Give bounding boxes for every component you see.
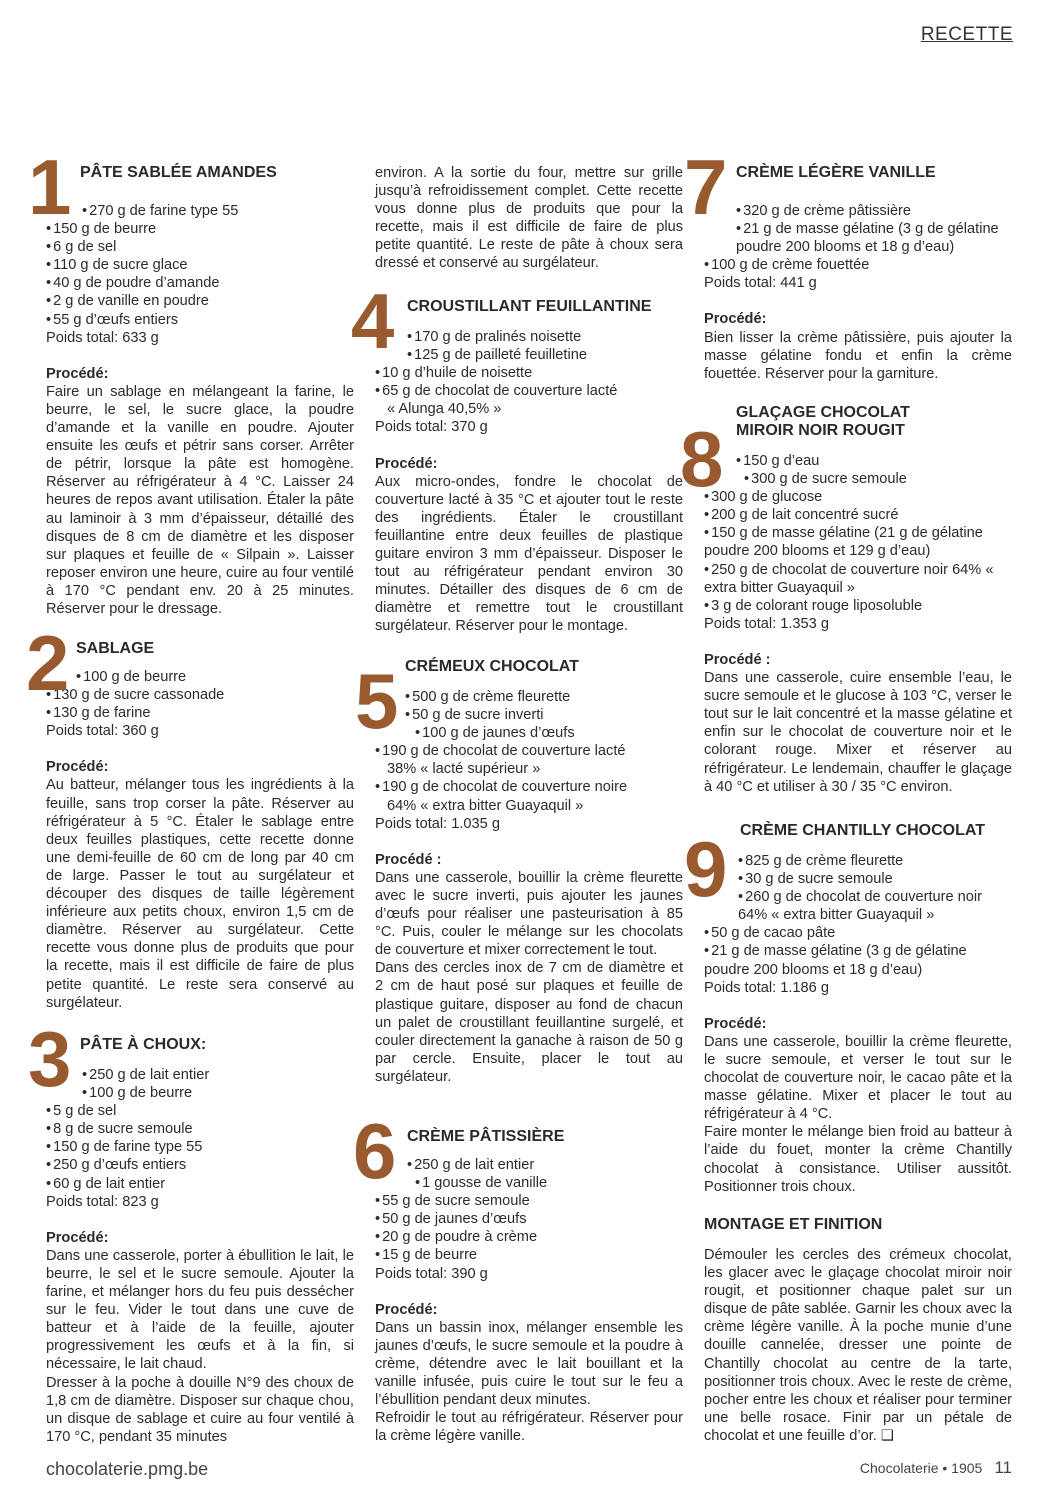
procedure-label: Procédé: xyxy=(704,311,767,328)
montage-section xyxy=(704,1216,1012,1445)
procedure-label: Procédé: xyxy=(375,1301,438,1318)
procedure-text: Dans des cercles inox de 7 cm de diamètre et 2 cm de haut posé sur plaques et feuille de plastique guitare, disposer au fond de chacun un palet de croustillant feuillantine surgelé, et couler directement la ganache à raison de 50 g par cercle. Ensuite, placer le tout au surgélateur. xyxy=(375,960,683,1085)
ingredient-continuation: « Alunga 40,5% » xyxy=(387,401,502,418)
ingredient: • 150 g de beurre xyxy=(46,220,354,238)
ingredient: • 30 g de sucre semoule xyxy=(738,870,1012,888)
ingredient: • 125 g de pailleté feuilletine xyxy=(407,346,683,364)
ingredient: • 3 g de colorant rouge liposoluble xyxy=(704,597,1012,615)
ingredient: • 55 g d’œufs entiers xyxy=(46,311,354,329)
procedure-label: Procédé: xyxy=(375,455,438,472)
magazine-name: Chocolaterie • 1905 xyxy=(859,1460,983,1476)
ingredient: • 250 g de lait entier xyxy=(82,1066,354,1084)
recipe-section-7 xyxy=(684,143,1012,383)
ingredient: • 320 g de crème pâtissière xyxy=(736,202,1012,220)
ingredient: • 100 g de beurre xyxy=(76,668,354,686)
section-title: CRÈME CHANTILLY CHOCOLAT xyxy=(740,822,986,839)
ingredient: • 250 g de chocolat de couverture noir 64% « extra bitter Guayaquil » xyxy=(704,561,1012,597)
recipe-section-5 xyxy=(355,642,683,1086)
step-number: 6 xyxy=(353,1107,397,1195)
section-title: CRÈME PÂTISSIÈRE xyxy=(407,1128,565,1145)
recipe-section-6 xyxy=(353,1107,683,1445)
procedure-label: Procédé: xyxy=(46,365,109,382)
ingredient: • 20 g de poudre à crème xyxy=(375,1228,683,1246)
procedure-text: Dans un bassin inox, mélanger ensemble les jaunes d’œufs, le sucre semoule et la poudre à crème, détendre avec le lait bouillant et la vanille infusée, puis cuire le tout sur le feu a l’ébullition pendant deux minutes. xyxy=(375,1319,683,1409)
procedure-text: Aux micro-ondes, fondre le chocolat de couverture lacté à 35 °C et ajouter tout le reste des ingrédients. Étaler le croustillant feuillantine entre deux feuilles de plastique guitare environ 3 mm d’épaisseur. Disposer le tout au réfrigérateur pendant environ 30 minutes. Détailler des disques de 6 cm de diamètre et remettre tout le croustillant surgélateur. Réserver pour le montage. xyxy=(375,473,683,635)
ingredient: • 130 g de farine xyxy=(46,704,354,722)
section-title: CRÉMEUX CHOCOLAT xyxy=(405,658,579,675)
procedure-text: environ. A la sortie du four, mettre sur grille jusqu’à refroidissement complet. Cette recette vous donne plus de produits que pour la recette, mais il est difficile de faire de plus petite quantité. Le reste de pâte à choux sera dressé et conservé au surgélateur. xyxy=(375,165,683,272)
procedure-text: Refroidir le tout au réfrigérateur. Réserver pour la crème légère vanille. xyxy=(375,1410,683,1445)
ingredient: • 10 g d’huile de noisette xyxy=(375,364,683,382)
section-title: GLAÇAGE CHOCOLAT xyxy=(736,404,910,421)
ingredient: • 8 g de sucre semoule xyxy=(46,1120,354,1138)
recipe-section-9 xyxy=(684,806,1012,1196)
total-weight: Poids total: 1.353 g xyxy=(704,615,829,632)
ingredient: • 100 g de crème fouettée xyxy=(704,256,1012,274)
ingredient: • 260 g de chocolat de couverture noir 64% « extra bitter Guayaquil » xyxy=(738,888,1012,924)
recipe-section-1 xyxy=(28,143,354,618)
ingredient: • 50 g de sucre inverti xyxy=(405,706,683,724)
procedure-label: Procédé: xyxy=(704,1015,767,1032)
procedure-text: Dans une casserole, bouillir la crème fleurette, le sucre semoule, et verser le tout sur le chocolat de couverture noir, le cacao pâte et la masse gélatine. Mixer et placer le tout au réfrigérateur à 4 °C. xyxy=(704,1033,1012,1123)
ingredient: • 250 g d’œufs entiers xyxy=(46,1156,354,1174)
procedure-text: Dresser à la poche à douille N°9 des choux de 1,8 cm de diamètre. Disposer sur chaque chou, un disque de sablage et cuire au four ventilé à 170 °C, pendant 35 minutes xyxy=(46,1374,354,1445)
page-number: 11 xyxy=(994,1458,1012,1477)
ingredient: • 60 g de lait entier xyxy=(46,1175,354,1193)
procedure-text: Faire monter le mélange bien froid au batteur à l’aide du fouet, monter la crème Chantilly chocolat à consistance. Utiliser aussitôt. Positionner trois choux. xyxy=(704,1124,1012,1195)
total-weight: Poids total: 633 g xyxy=(46,329,159,346)
recipe-section-3 xyxy=(28,1015,354,1446)
step-number: 2 xyxy=(26,619,70,707)
step-number: 1 xyxy=(28,143,72,231)
ingredient: • 55 g de sucre semoule xyxy=(375,1192,683,1210)
ingredient: • 50 g de jaunes d’œufs xyxy=(375,1210,683,1228)
section-title: MIROIR NOIR ROUGIT xyxy=(736,422,905,439)
recipe-section-2 xyxy=(26,619,354,1012)
step-number: 3 xyxy=(28,1015,72,1103)
procedure-text: Bien lisser la crème pâtissière, puis ajouter la masse gélatine fondu et enfin la crème fouettée. Réserver pour la garniture. xyxy=(704,329,1012,382)
procedure-text: Dans une casserole, cuire ensemble l’eau, le sucre semoule et le glucose à 103 °C, verser le tout sur le lait concentré et la masse gélatine et enfin sur le chocolat de couverture noir et le colorant rouge. Mixer et réserver au réfrigérateur. Le lendemain, chauffer le glaçage à 40 °C et utiliser à 30 / 35 °C environ. xyxy=(704,670,1012,795)
ingredient: • 130 g de sucre cassonade xyxy=(46,686,354,704)
ingredient: • 300 g de glucose xyxy=(704,488,1012,506)
ingredient: • 21 g de masse gélatine (3 g de gélatine poudre 200 blooms et 18 g d’eau) xyxy=(704,942,1012,978)
ingredient: • 500 g de crème fleurette xyxy=(405,688,683,706)
recipe-section-3-continued xyxy=(375,164,683,273)
procedure-text: Au batteur, mélanger tous les ingrédients à la feuille, sans trop corser la pâte. Réserver au réfrigérateur à 5 °C. Étaler le sablage entre deux feuilles plastiques, cette recette donne une demi-feuille de 60 cm de long par 40 cm de large. Passer le tout au surgélateur et découper des disques de taille légèrement inférieure aux petits choux, environ 1,5 cm de diamètre. Réserver au surgélateur. Cette recette vous donne plus de produits que pour la recette, mais il est difficile de faire de plus petite quantité. Le reste sera conservé au surgélateur. xyxy=(46,777,354,1011)
ingredient: • 170 g de pralinés noisette xyxy=(407,328,683,346)
section-title: CRÈME LÉGÈRE VANILLE xyxy=(736,164,936,181)
ingredient: • 5 g de sel xyxy=(46,1102,354,1120)
ingredient: • 150 g de farine type 55 xyxy=(46,1138,354,1156)
ingredient: • 270 g de farine type 55 xyxy=(82,202,354,220)
ingredient: • 190 g de chocolat de couverture lacté xyxy=(375,742,683,760)
procedure-text: Faire un sablage en mélangeant la farine, le beurre, le sel, le sucre glace, la poudre d’amande et la vanille en poudre. Ajouter ensuite les œufs et pétrir sans corser. Arrêter de pétrir, lorsque la pâte est homogène. Réserver au réfrigérateur à 4 °C. Laisser 24 heures de repos avant utilisation. Étaler la pâte au laminoir à 3 mm d’épaisseur, détaillé des disques de 8 cm de diamètre et les disposer sur plaques et feuille de « Silpain ». Laisser reposer environ une heure, cuire au four ventilé à 170 °C pendant env. 20 à 25 minutes. Réserver pour le dressage. xyxy=(46,383,354,617)
procedure-text: Dans une casserole, bouillir la crème fleurette avec le sucre inverti, puis ajouter les jaunes d’œufs pour réaliser une pasteurisation à 85 °C. Puis, couler le mélange sur les chocolats de couverture et mixer correctement le tout. xyxy=(375,869,683,959)
ingredient: • 825 g de crème fleurette xyxy=(738,852,1012,870)
ingredient: • 110 g de sucre glace xyxy=(46,256,354,274)
ingredient: • 100 g de jaunes d’œufs xyxy=(415,724,683,742)
ingredient: • 50 g de cacao pâte xyxy=(704,924,1012,942)
step-number: 8 xyxy=(680,415,724,503)
page-footer xyxy=(860,1458,1012,1478)
procedure-label: Procédé : xyxy=(704,651,771,668)
recipe-section-8 xyxy=(680,404,1012,796)
ingredient: • 6 g de sel xyxy=(46,238,354,256)
procedure-label: Procédé : xyxy=(375,851,442,868)
ingredient: • 150 g de masse gélatine (21 g de gélatine poudre 200 blooms et 129 g d’eau) xyxy=(704,524,1012,560)
ingredient: • 1 gousse de vanille xyxy=(415,1174,683,1192)
section-title: SABLAGE xyxy=(76,640,155,657)
procedure-text: Dans une casserole, porter à ébullition le lait, le beurre, le sel et le sucre semoule. Ajouter la farine, et mélanger hors du feu puis dessécher sur le feu. Vider le tout dans une cuve de batteur et à l’aide de la feuille, ajouter progressivement les œufs et à la fin, si nécessaire, le lait chaud. xyxy=(46,1247,354,1373)
ingredient: • 65 g de chocolat de couverture lacté xyxy=(375,382,683,400)
total-weight: Poids total: 1.035 g xyxy=(375,815,500,832)
ingredient: • 2 g de vanille en poudre xyxy=(46,292,354,310)
ingredient: • 15 g de beurre xyxy=(375,1246,683,1264)
ingredient: • 40 g de poudre d’amande xyxy=(46,274,354,292)
ingredient-continuation: 64% « extra bitter Guayaquil » xyxy=(387,797,584,814)
total-weight: Poids total: 1.186 g xyxy=(704,979,829,996)
total-weight: Poids total: 370 g xyxy=(375,419,488,436)
total-weight: Poids total: 360 g xyxy=(46,723,159,740)
ingredient: • 250 g de lait entier xyxy=(407,1156,683,1174)
section-title: PÂTE SABLÉE AMANDES xyxy=(80,164,277,181)
website-link[interactable]: chocolaterie.pmg.be xyxy=(46,1459,209,1479)
section-tag: RECETTE xyxy=(920,24,1013,45)
step-number: 4 xyxy=(351,277,395,365)
procedure-label: Procédé: xyxy=(46,759,109,776)
section-title: MONTAGE ET FINITION xyxy=(704,1216,883,1233)
ingredient: • 100 g de beurre xyxy=(82,1084,354,1102)
ingredient: • 190 g de chocolat de couverture noire xyxy=(375,778,683,796)
ingredient: • 200 g de lait concentré sucré xyxy=(704,506,1012,524)
ingredient: • 21 g de masse gélatine (3 g de gélatine poudre 200 blooms et 18 g d’eau) xyxy=(736,220,1012,256)
total-weight: Poids total: 441 g xyxy=(704,275,817,292)
procedure-text: Démouler les cercles des crémeux chocolat, les glacer avec le glaçage chocolat miroir noir rougit, et positionner chaque palet sur un disque de pâte sablée. Garnir les choux avec la crème légère vanille. À la poche munie d’une douille cannelée, dresser une pointe de Chantilly chocolat au centre de la tarte, positionner trois choux. Avec le reste de crème, pocher entre les choux et réaliser pour terminer une belle rosace. Finir par un pétale de chocolat et une feuille d’or. ❑ xyxy=(704,1247,1012,1444)
step-number: 7 xyxy=(684,143,728,231)
ingredient: • 150 g d’eau xyxy=(736,452,1012,470)
procedure-label: Procédé: xyxy=(46,1229,109,1246)
section-title: PÂTE À CHOUX: xyxy=(80,1036,207,1053)
step-number: 9 xyxy=(684,825,728,913)
step-number: 5 xyxy=(355,657,399,745)
ingredient: • 300 g de sucre semoule xyxy=(744,470,1012,488)
recipe-section-4 xyxy=(351,277,683,636)
total-weight: Poids total: 390 g xyxy=(375,1265,488,1282)
total-weight: Poids total: 823 g xyxy=(46,1193,159,1210)
ingredient-continuation: 38% « lacté supérieur » xyxy=(387,761,541,778)
section-title: CROUSTILLANT FEUILLANTINE xyxy=(407,298,652,315)
